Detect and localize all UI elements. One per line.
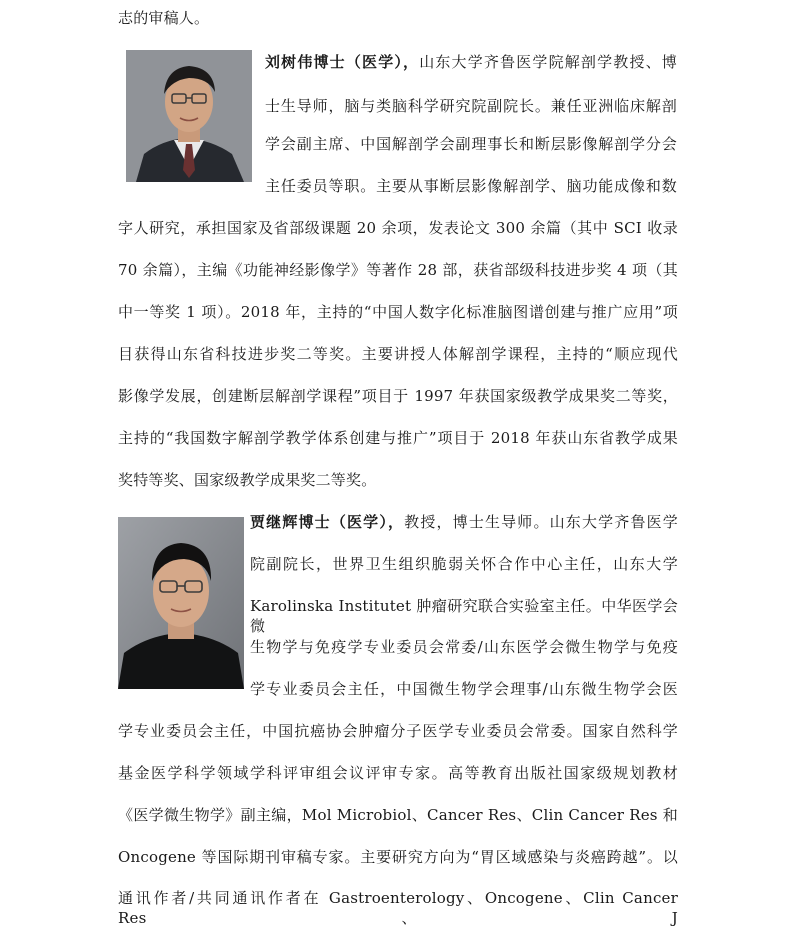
portrait-photo-liu [126, 50, 252, 182]
intro-tail-text: 志的审稿人。 [118, 9, 210, 27]
bio1-line-6: 70 余篇），主编《功能神经影像学》等著作 28 部，获省部级科技进步奖 4 项（其 [118, 261, 678, 279]
bio2-line-7: 基金医学科学领域学科评审组会议评审专家。高等教育出版社国家级规划教材 [118, 764, 678, 782]
bio2-line-9: Oncogene 等国际期刊审稿专家。主要研究方向为“胃区域感染与炎癌跨越”。以 [118, 848, 678, 866]
bio1-line-10: 主持的“我国数字解剖学教学体系创建与推广”项目于 2018 年获山东省教学成果 [118, 429, 678, 447]
bio2-line-6: 学专业委员会主任，中国抗癌协会肿瘤分子医学专业委员会常委。国家自然科学 [118, 722, 678, 740]
bio2-line-4: 生物学与免疫学专业委员会常委/山东医学会微生物学与免疫 [250, 638, 678, 656]
bio2-line-8: 《医学微生物学》副主编，Mol Microbiol、Cancer Res、Clin Cancer Res 和 [118, 806, 678, 824]
bio1-line-3: 学会副主席、中国解剖学会副理事长和断层影像解剖学分会 [265, 135, 677, 153]
portrait-photo-jia [118, 517, 244, 689]
bio1-line-2: 士生导师，脑与类脑科学研究院副院长。兼任亚洲临床解剖 [265, 97, 677, 115]
bio2-line-3: Karolinska Institutet 肿瘤研究联合实验室主任。中华医学会微 [250, 597, 678, 635]
bio1-name: 刘树伟博士（医学）， [265, 53, 420, 71]
bio2-line-1-text: 教授，博士生导师。山东大学齐鲁医学 [404, 513, 678, 531]
bio2-line-1 [250, 512, 678, 532]
bio1-line-1 [265, 52, 677, 72]
bio1-line-5: 字人研究，承担国家及省部级课题 20 余项，发表论文 300 余篇（其中 SCI 收录 [118, 219, 678, 237]
bio2-line-2: 院副院长，世界卫生组织脆弱关怀合作中心主任，山东大学 [250, 555, 678, 573]
bio1-line-7: 中一等奖 1 项）。2018 年，主持的“中国人数字化标准脑图谱创建与推广应用”项 [118, 303, 678, 321]
bio2-line-5: 学专业委员会主任，中国微生物学会理事/山东微生物学会医 [250, 680, 678, 698]
bio1-line-1-text: 山东大学齐鲁医学院解剖学教授、博 [419, 53, 677, 71]
bio2-name: 贾继辉博士（医学）， [250, 513, 405, 531]
bio1-line-9: 影像学发展，创建断层解剖学课程”项目于 1997 年获国家级教学成果奖二等奖， [118, 387, 678, 405]
bio1-line-11: 奖特等奖、国家级教学成果奖二等奖。 [118, 471, 377, 489]
bio1-line-8: 目获得山东省科技进步奖二等奖。主要讲授人体解剖学课程，主持的“顺应现代 [118, 345, 678, 363]
bio1-line-4: 主任委员等职。主要从事断层影像解剖学、脑功能成像和数 [265, 177, 677, 195]
bio2-line-10: 通讯作者/共同通讯作者在 Gastroenterology、Oncogene、Clin Cancer Res、J [118, 889, 678, 927]
